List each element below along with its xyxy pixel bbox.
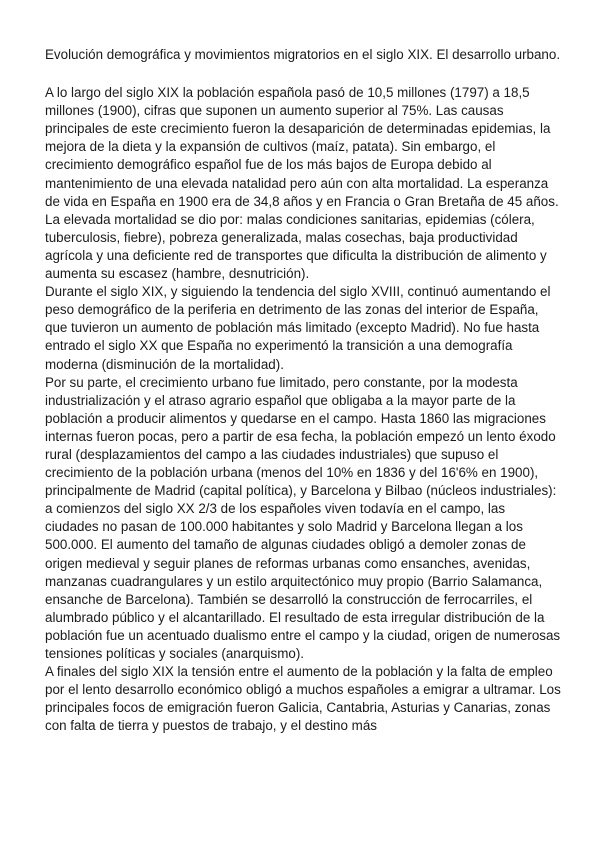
document-body: [45, 46, 561, 735]
document-title: Evolución demográfica y movimientos migratorios en el siglo XIX. El desarrollo urbano.: [45, 47, 561, 62]
paragraph-emigration: A finales del siglo XIX la tensión entre el aumento de la población y la falta de empleo por el lento desarrollo económico obligó a muchos españoles a emigrar a ultramar. Los principales focos de emigración fueron Galicia, Cantabria, Asturias y Canarias, zonas con falta de tierra y puestos de trabajo, y el destino más: [45, 664, 561, 734]
paragraph-periphery: Durante el siglo XIX, y siguiendo la tendencia del siglo XVIII, continuó aumentando el peso demográfico de la periferia en detrimento de las zonas del interior de España, que tuvieron un aumento de población más limitado (excepto Madrid). No fue hasta entrado el siglo XX que España no experimentó la transición a una demografía moderna (disminución de la mortalidad).: [45, 284, 551, 372]
paragraph-population-growth: A lo largo del siglo XIX la población española pasó de 10,5 millones (1797) a 18,5 millones (1900), cifras que suponen un aumento superior al 75%. Las causas principales de este crecimiento fueron la desaparición de determinadas epidemias, la mejora de la dieta y la expansión de cultivos (maíz, patata). Sin embargo, el crecimiento demográfico español fue de los más bajos de Europa debido al mantenimiento de una elevada natalidad pero aún con alta mortalidad. La esperanza de vida en España en 1900 era de 34,8 años y en Francia o Gran Bretaña de 45 años. La elevada mortalidad se dio por: malas condiciones sanitarias, epidemias (cólera, tuberculosis, fiebre), pobreza generalizada, malas cosechas, baja productividad agrícola y una deficiente red de transportes que dificulta la distribución de alimento y aumenta su escasez (hambre, desnutrición).: [45, 85, 559, 282]
paragraph-urban-growth: Por su parte, el crecimiento urbano fue limitado, pero constante, por la modesta industrialización y el atraso agrario español que obligaba a la mayor parte de la población a producir alimentos y quedarse en el campo. Hasta 1860 las migraciones internas fueron pocas, pero a partir de esa fecha, la población empezó un lento éxodo rural (desplazamientos del campo a las ciudades industriales) que supuso el crecimiento de la población urbana (menos del 10% en 1836 y del 16'6% en 1900), principalmente de Madrid (capital política), y Barcelona y Bilbao (núcleos industriales): a comienzos del siglo XX 2/3 de los españoles viven todavía en el campo, las ciudades no pasan de 100.000 habitantes y solo Madrid y Barcelona llegan a los 500.000. El aumento del tamaño de algunas ciudades obligó a demoler zonas de origen medieval y seguir planes de reformas urbanas como ensanches, avenidas, manzanas cuadrangulares y un estilo arquitectónico muy propio (Barrio Salamanca, ensanche de Barcelona). También se desarrolló la construcción de ferrocarriles, el alumbrado público y el alcantarillado. El resultado de esta irregular distribución de la población fue un acentuado dualismo entre el campo y la ciudad, origen de numerosas tensiones políticas y sociales (anarquismo).: [45, 374, 561, 661]
